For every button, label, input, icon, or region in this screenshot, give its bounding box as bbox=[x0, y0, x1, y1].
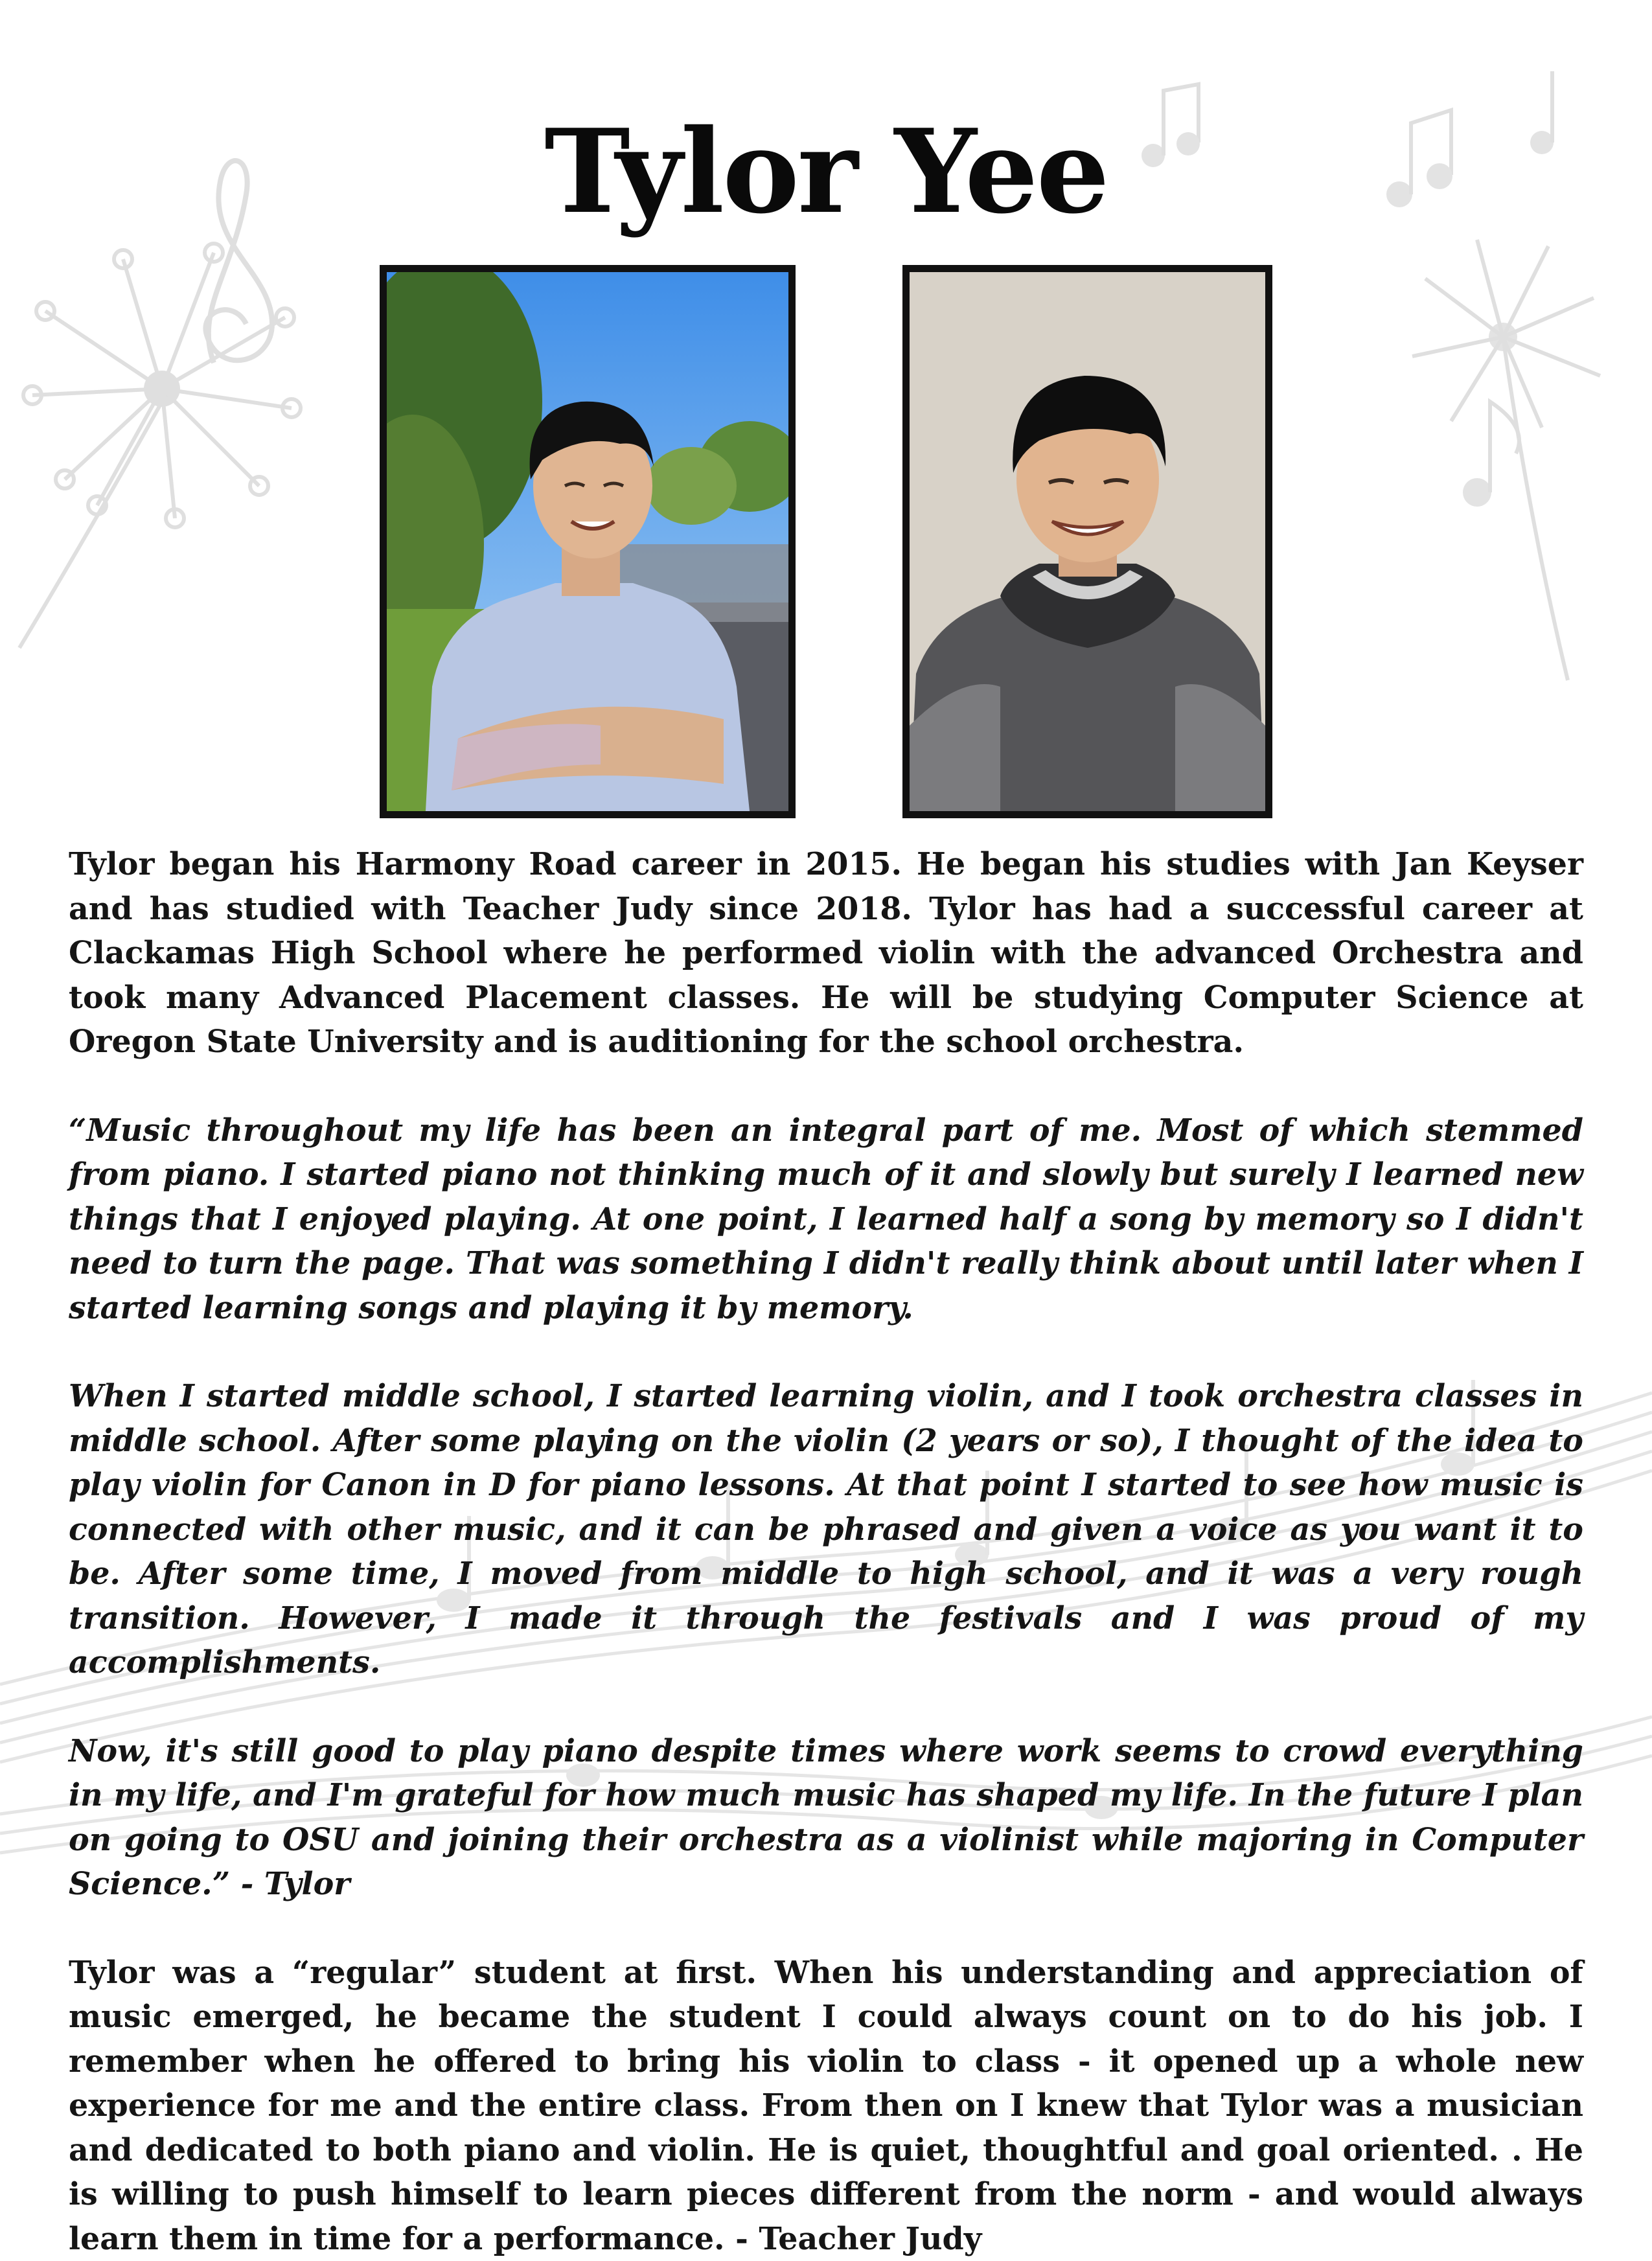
photo-indoor-portrait bbox=[902, 265, 1272, 818]
teacher-paragraph: Tylor was a “regular” student at first. When his understanding and appreciation of music emerged, he became the student I could always count on to do his job. I remember when he offered to bring his violin to class - it opened up a whole new experience for me and the entire class. From then on I knew that Tylor was a musician and dedicated to both piano and violin. He is quiet, thoughtful and goal oriented. . He is willing to push himself to learn pieces different from the norm - and would always learn them in time for a performance. - Teacher Judy bbox=[69, 1951, 1583, 2261]
biography-text bbox=[69, 842, 1583, 2261]
quote-paragraph-2: When I started middle school, I started learning violin, and I took orchestra classes in middle school. After some playing on the violin (2 years or so), I thought of the idea to play violin for Canon in D for piano lessons. At that point I started to see how music is connected with other music, and it can be phrased and given a voice as you want it to be. After some time, I moved from middle to high school, and it was a very rough transition. However, I made it through the festivals and I was proud of my accomplishments. bbox=[69, 1374, 1583, 1685]
quote-paragraph-1: “Music throughout my life has been an integral part of me. Most of which stemmed from piano. I started piano not thinking much of it and slowly but surely I learned new things that I enjoyed playing. At one point, I learned half a song by memory so I didn't need to turn the page. That was something I didn't really think about until later when I started learning songs and playing it by memory. bbox=[69, 1108, 1583, 1331]
indoor-portrait-image bbox=[910, 272, 1265, 811]
outdoor-portrait-image bbox=[387, 272, 788, 811]
page-title: Tylor Yee bbox=[0, 104, 1652, 239]
intro-paragraph: Tylor began his Harmony Road career in 2015. He began his studies with Jan Keyser and has studied with Teacher Judy since 2018. Tylor has had a successful career at Clackamas High School where he performed violin with the advanced Orchestra and took many Advanced Placement classes. He will be studying Computer Science at Oregon State University and is auditioning for the school orchestra. bbox=[69, 842, 1583, 1064]
quote-paragraph-3: Now, it's still good to play piano despite times where work seems to crowd everything in my life, and I'm grateful for how much music has shaped my life. In the future I plan on going to OSU and joining their orchestra as a violinist while majoring in Computer Science.” - Tylor bbox=[69, 1729, 1583, 1907]
photo-outdoor-portrait bbox=[380, 265, 796, 818]
